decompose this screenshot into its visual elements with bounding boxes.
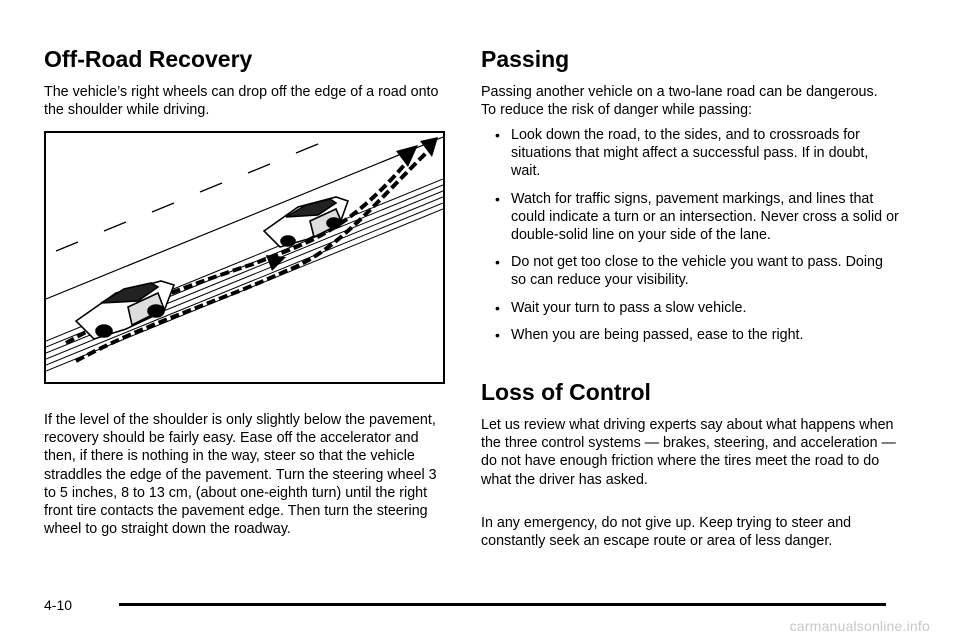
bullet-dot-icon: •	[495, 326, 500, 343]
list-item	[481, 190, 901, 245]
bullet-text: Wait your turn to pass a slow vehicle.	[511, 299, 747, 316]
list-item	[481, 299, 901, 317]
list-item	[481, 126, 901, 181]
watermark: carmanualsonline.info	[789, 618, 930, 634]
footer-divider	[119, 603, 886, 606]
off-road-illustration	[44, 131, 445, 384]
bullet-dot-icon: •	[495, 190, 500, 207]
section-heading-passing: Passing	[481, 46, 570, 72]
bullet-text: Watch for traffic signs, pavement markings, and lines that could indicate a turn or an intersection. Never cross a solid or double-solid line on your side of the lane.	[511, 190, 899, 244]
bullet-text: Do not get too close to the vehicle you want to pass. Doing so can reduce your visibility.	[511, 254, 883, 289]
off-road-body: If the level of the shoulder is only slightly below the pavement, recovery should be fairly easy. Ease off the accelerator and then, if there is nothing in the way, steer so that the vehicle straddles the edge of the pavement. Turn the steering wheel 3 to 5 inches, 8 to 13 cm, (about one-eighth turn) until the right front tire contacts the pavement edge. Then turn the steering wheel to go straight down the roadway.	[44, 412, 437, 538]
bullet-text: When you are being passed, ease to the right.	[511, 326, 804, 343]
page-number: 4-10	[44, 597, 73, 613]
bullet-dot-icon: •	[495, 299, 500, 316]
section-heading-off-road-recovery: Off-Road Recovery	[44, 46, 253, 72]
bullet-text: Look down the road, to the sides, and to crossroads for situations that might affect a successful pass. If in doubt, wait.	[511, 127, 869, 180]
loss-of-control-paragraph-2: In any emergency, do not give up. Keep trying to steer and constantly seek an escape route or area of less danger.	[481, 515, 852, 550]
passing-intro: Passing another vehicle on a two-lane road can be dangerous. To reduce the risk of danger while passing:	[481, 84, 878, 119]
passing-bullet-list	[481, 126, 901, 353]
bullet-dot-icon: •	[495, 127, 500, 143]
off-road-intro: The vehicle’s right wheels can drop off the edge of a road onto the shoulder while driving.	[44, 84, 439, 119]
loss-of-control-paragraph-1: Let us review what driving experts say about what happens when the three control systems — brakes, steering, and acceleration — do not have enough friction where the tires meet the road to do what the driver has asked.	[481, 417, 896, 488]
car-off-road-recovery-illustration-icon	[46, 133, 443, 382]
list-item	[481, 253, 901, 289]
bullet-dot-icon: •	[495, 254, 500, 271]
list-item	[481, 326, 901, 344]
section-heading-loss-of-control: Loss of Control	[481, 379, 651, 405]
